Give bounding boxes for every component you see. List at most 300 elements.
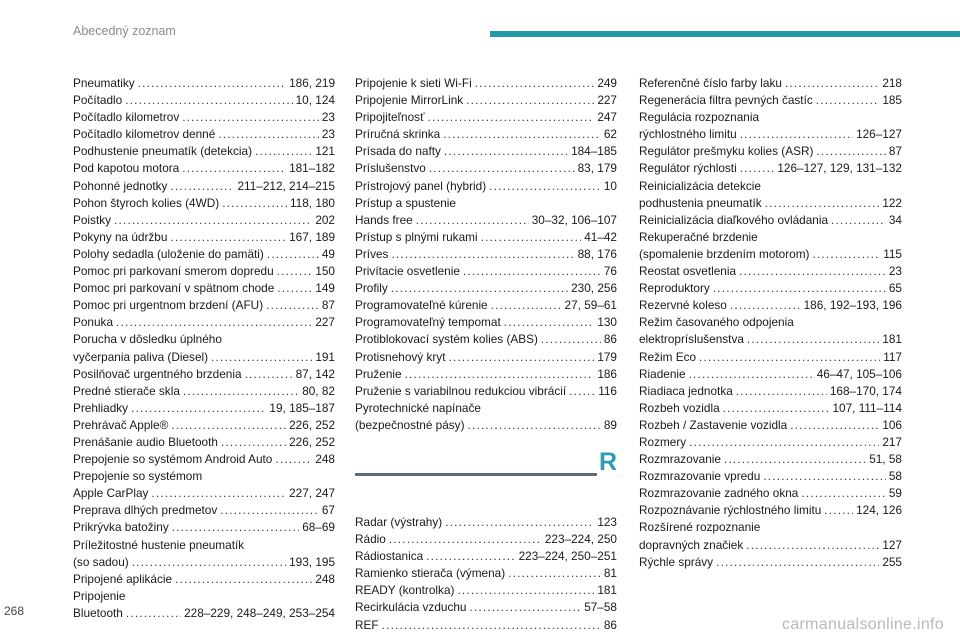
index-entry-row	[73, 143, 335, 160]
index-entry-name: Reinicializácia diaľkového ovládania	[639, 212, 829, 227]
index-entry-name: Pruženie	[355, 366, 402, 381]
dot-leader	[504, 314, 595, 331]
index-entry-pages: 167, 189	[289, 229, 335, 244]
dot-leader	[491, 297, 562, 314]
index-entry	[639, 349, 902, 366]
index-entry	[639, 212, 902, 229]
index-entry-name: podhustenia pneumatík	[639, 195, 762, 210]
index-entry-name: Pripojené aplikácie	[73, 571, 173, 586]
index-entry-name: Pohonné jednotky	[73, 178, 168, 193]
index-entry	[355, 75, 617, 92]
index-entry-name: Programovateľný tempomat	[355, 315, 501, 330]
index-entry-name: Pripojenie MirrorLink	[355, 93, 464, 108]
dot-leader	[266, 297, 319, 314]
dot-leader	[275, 451, 312, 468]
dot-leader	[221, 434, 286, 451]
index-entry-name: Prehrávač Apple®	[73, 417, 169, 432]
index-entry-row	[355, 92, 617, 109]
index-entry-name: Rýchle správy	[639, 554, 714, 569]
dot-leader	[391, 246, 574, 263]
index-entry-pages: 186, 192–193, 196	[803, 298, 902, 313]
index-entry-pages: 87	[321, 298, 335, 313]
index-entry-row	[355, 565, 617, 582]
index-entry	[73, 366, 335, 383]
index-entry	[355, 366, 617, 383]
dot-leader	[429, 160, 575, 177]
index-entry	[639, 160, 902, 177]
dot-leader	[125, 92, 292, 109]
index-entry-pages: 223–224, 250	[544, 532, 617, 547]
index-entry-pages: 23	[321, 127, 335, 142]
index-entry-pages: 49	[321, 246, 335, 261]
index-entry-name: Preprava dlhých predmetov	[73, 503, 218, 518]
index-entry-row	[355, 314, 617, 331]
index-entry-name: Posilňovač urgentného brzdenia	[73, 366, 242, 381]
index-entry-pages: 228–229, 248–249, 253–254	[184, 605, 335, 620]
index-entry	[639, 519, 902, 553]
index-entry	[639, 434, 902, 451]
index-entry-pages: 41–42	[584, 229, 617, 244]
index-entry	[73, 314, 335, 331]
dot-leader	[132, 554, 286, 571]
index-entry-pages: 67	[321, 503, 335, 518]
index-entry-row	[73, 126, 335, 143]
index-entry	[73, 195, 335, 212]
index-entry-name: Pripojenie k sieti Wi-Fi	[355, 76, 472, 90]
dot-leader	[183, 383, 299, 400]
index-entry-name: Prenášanie audio Bluetooth	[73, 434, 218, 449]
index-entry-name: Radar (výstrahy)	[355, 514, 443, 529]
index-entry-pages: 89	[603, 417, 617, 432]
index-entry-pages: 83, 179	[577, 161, 617, 176]
index-entry	[73, 178, 335, 195]
dot-leader	[267, 246, 319, 263]
index-entry-row	[73, 314, 335, 331]
index-entry-row	[73, 109, 335, 126]
index-entry-heading: Príležitostné hustenie pneumatík	[73, 537, 245, 552]
index-entry	[73, 126, 335, 143]
index-entry-pages: 118, 180	[289, 195, 335, 210]
index-entry-name: Príslušenstvo	[355, 161, 426, 176]
dot-leader	[569, 383, 595, 400]
index-entry-row	[355, 246, 617, 263]
index-entry-pages: 123	[597, 514, 617, 529]
index-entry-name: rýchlostného limitu	[639, 127, 737, 142]
index-entry-row	[355, 331, 617, 348]
index-entry-pages: 227, 247	[289, 486, 335, 501]
index-entry	[355, 178, 617, 195]
index-entry-row	[73, 502, 335, 519]
index-entry	[639, 502, 902, 519]
dot-leader	[114, 212, 312, 229]
index-entry-row	[73, 92, 335, 109]
index-entry	[355, 617, 617, 634]
index-entry-row	[639, 280, 902, 297]
index-entry-pages: 127	[882, 537, 902, 552]
index-entry-heading: Pyrotechnické napínače	[355, 400, 481, 415]
index-entry-pages: 226, 252	[289, 434, 335, 449]
dot-leader	[831, 212, 886, 229]
index-entry-name: Riadiaca jednotka	[639, 383, 733, 398]
index-column-3	[639, 75, 902, 571]
index-entry	[355, 229, 617, 246]
index-entry-row	[355, 263, 617, 280]
index-entry-name: Rozmrazovanie zadného okna	[639, 486, 799, 501]
index-entry-row	[73, 349, 335, 366]
index-entry	[355, 280, 617, 297]
dot-leader	[463, 263, 601, 280]
index-entry-name: Pneumatiky	[73, 76, 135, 90]
dot-leader	[218, 126, 319, 143]
index-entry-name: Regulátor rýchlosti	[639, 161, 737, 176]
index-entry-pages: 86	[603, 332, 617, 347]
index-entry-row	[73, 451, 335, 468]
index-entry-name: Poistky	[73, 212, 112, 227]
index-entry-name: Príručná skrinka	[355, 127, 441, 142]
index-entry-name: Bluetooth	[73, 605, 123, 620]
index-entry-pages: 121	[315, 144, 335, 159]
index-entry-pages: 57–58	[584, 600, 617, 615]
index-entry	[73, 400, 335, 417]
index-entry-pages: 23	[888, 264, 902, 279]
dot-leader	[428, 109, 595, 126]
dot-leader	[382, 617, 601, 634]
dot-leader	[541, 331, 601, 348]
index-entry-row	[639, 383, 902, 400]
index-entry-name: Prikrývka batožiny	[73, 520, 169, 535]
dot-leader	[426, 548, 515, 565]
dot-leader	[170, 229, 286, 246]
dot-leader	[448, 349, 594, 366]
index-entry-row	[639, 366, 902, 383]
dot-leader	[277, 263, 313, 280]
index-entry-row	[639, 434, 902, 451]
index-entry-heading: Rozšírené rozpoznanie	[639, 520, 761, 535]
index-entry	[73, 451, 335, 468]
dot-leader	[445, 514, 594, 531]
dot-leader	[801, 485, 886, 502]
index-entry-name: Rádiostanica	[355, 549, 424, 564]
index-list-p	[355, 75, 617, 434]
index-entry-name: Režim Eco	[639, 349, 697, 364]
index-entry-pages: 249	[597, 76, 617, 90]
index-entry-pages: 87	[888, 144, 902, 159]
index-entry	[73, 331, 335, 365]
index-entry-pages: 230, 256	[571, 281, 617, 296]
index-entry-row	[73, 229, 335, 246]
index-entry-name: Počítadlo kilometrov denné	[73, 127, 216, 142]
index-entry-row	[73, 280, 335, 297]
index-entry-row	[355, 143, 617, 160]
index-entry-row	[639, 417, 902, 434]
index-entry-pages: 122	[882, 195, 902, 210]
index-entry-row	[73, 400, 335, 417]
index-entry-row	[355, 582, 617, 599]
index-entry-pages: 248	[315, 571, 335, 586]
index-entry-row	[639, 349, 902, 366]
dot-leader	[812, 246, 880, 263]
index-entry	[73, 109, 335, 126]
index-entry-pages: 19, 185–187	[269, 400, 335, 415]
dot-leader	[211, 349, 312, 366]
index-entry-pages: 23	[321, 110, 335, 125]
dot-leader	[824, 502, 853, 519]
index-entry-pages: 255	[882, 554, 902, 569]
index-entry-row	[639, 246, 902, 263]
index-entry	[639, 314, 902, 348]
index-entry-name: elektropríslušenstva	[639, 332, 744, 347]
dot-leader	[489, 178, 601, 195]
index-entry	[639, 280, 902, 297]
index-entry	[639, 468, 902, 485]
index-entry-row	[639, 537, 902, 554]
index-entry	[355, 599, 617, 616]
index-entry	[73, 417, 335, 434]
index-entry-row	[73, 605, 335, 622]
index-entry-name: Pripojiteľnosť	[355, 110, 425, 125]
index-entry	[639, 417, 902, 434]
dot-leader	[391, 280, 568, 297]
index-entry	[73, 143, 335, 160]
index-entry-heading: Prístup a spustenie	[355, 195, 456, 210]
dot-leader	[245, 366, 293, 383]
index-entry-pages: 191	[315, 349, 335, 364]
index-entry-pages: 126–127	[856, 127, 902, 142]
index-entry-pages: 59	[888, 486, 902, 501]
index-entry-pages: 87, 142	[295, 366, 335, 381]
index-entry-name: Rozpoznávanie rýchlostného limitu	[639, 503, 822, 518]
index-entry-name: Prepojenie so systémom Android Auto	[73, 452, 273, 467]
dot-leader	[182, 160, 286, 177]
index-entry-pages: 30–32, 106–107	[531, 212, 617, 227]
index-entry-row	[355, 212, 617, 229]
index-entry-pages: 186	[597, 366, 617, 381]
index-entry-row	[355, 109, 617, 126]
index-entry	[73, 434, 335, 451]
index-entry-row	[73, 178, 335, 195]
index-entry-name: Profily	[355, 281, 388, 296]
index-entry-row	[355, 126, 617, 143]
dot-leader	[469, 599, 581, 616]
index-entry-pages: 185	[882, 93, 902, 108]
index-entry	[355, 400, 617, 434]
index-entry-pages: 10, 124	[295, 93, 335, 108]
index-entry-heading: Pripojenie	[73, 588, 126, 603]
dot-leader	[740, 160, 775, 177]
index-entry-row	[73, 195, 335, 212]
index-entry-row	[73, 485, 335, 502]
index-entry-row	[355, 178, 617, 195]
index-entry-name: Počítadlo	[73, 93, 123, 108]
index-entry-name: Pomoc pri parkovaní smerom dopredu	[73, 264, 274, 279]
index-entry-row	[355, 599, 617, 616]
dot-leader	[730, 297, 801, 314]
index-entry-name: REF	[355, 617, 379, 632]
index-entry	[639, 229, 902, 263]
index-entry-name: Rozbeh vozidla	[639, 400, 720, 415]
index-entry-row	[639, 297, 902, 314]
index-entry	[355, 195, 617, 229]
index-entry	[355, 349, 617, 366]
index-entry	[639, 263, 902, 280]
index-entry-pages: 88, 176	[577, 246, 617, 261]
index-entry-pages: 62	[603, 127, 617, 142]
dot-leader	[747, 331, 879, 348]
index-entry-name: Príves	[355, 246, 389, 261]
index-entry-name: Protiblokovací systém kolies (ABS)	[355, 332, 538, 347]
index-entry-row	[355, 617, 617, 634]
index-entry	[355, 331, 617, 348]
index-entry-name: Programovateľné kúrenie	[355, 298, 488, 313]
index-entry-name: Regulátor prešmyku kolies (ASR)	[639, 144, 814, 159]
index-entry-row	[355, 280, 617, 297]
dot-leader	[723, 400, 830, 417]
index-entry-row	[355, 349, 617, 366]
index-entry-row	[73, 434, 335, 451]
index-entry	[73, 383, 335, 400]
index-entry-pages: 217	[882, 434, 902, 449]
index-entry-name: Hands free	[355, 212, 413, 227]
index-entry	[73, 297, 335, 314]
index-entry-name: Reproduktory	[639, 281, 710, 296]
index-entry	[355, 548, 617, 565]
index-entry	[639, 109, 902, 143]
index-entry-name: Pod kapotou motora	[73, 161, 180, 176]
dot-leader	[220, 502, 319, 519]
index-entry-name: Recirkulácia vzduchu	[355, 600, 467, 615]
index-entry-name: Pomoc pri urgentnom brzdení (AFU)	[73, 298, 264, 313]
dot-leader	[277, 280, 312, 297]
index-entry-row	[355, 548, 617, 565]
index-entry-pages: 116	[598, 383, 617, 398]
index-entry-name: Privítacie osvetlenie	[355, 264, 460, 279]
index-entry-pages: 168–170, 174	[829, 383, 902, 398]
index-entry	[73, 246, 335, 263]
index-entry-row	[639, 195, 902, 212]
index-entry-row	[639, 92, 902, 109]
index-entry-pages: 34	[888, 212, 902, 227]
index-entry-name: Predné stierače skla	[73, 383, 180, 398]
index-entry	[73, 160, 335, 177]
index-entry-name: Polohy sedadla (uloženie do pamäti)	[73, 246, 264, 261]
index-entry-row	[639, 263, 902, 280]
dot-leader	[172, 519, 299, 536]
index-entry	[73, 502, 335, 519]
index-entry-name: Prístrojový panel (hybrid)	[355, 178, 487, 193]
index-entry-name: Pruženie s variabilnou redukciou vibrácií	[355, 383, 567, 398]
dot-leader	[444, 143, 568, 160]
index-entry-pages: 227	[597, 93, 617, 108]
index-entry-row	[73, 75, 335, 92]
dot-leader	[816, 92, 880, 109]
dot-leader	[116, 314, 312, 331]
index-entry	[355, 531, 617, 548]
index-entry	[639, 485, 902, 502]
index-entry-pages: 107, 111–114	[832, 400, 902, 415]
dot-leader	[389, 531, 542, 548]
index-entry	[73, 75, 335, 92]
index-entry-pages: 51, 58	[869, 452, 902, 467]
index-entry-pages: 248	[315, 452, 335, 467]
dot-leader	[481, 229, 582, 246]
index-entry	[73, 519, 335, 536]
index-entry-row	[355, 531, 617, 548]
index-entry	[639, 366, 902, 383]
index-entry-name: Riadenie	[639, 366, 686, 381]
index-entry-row	[355, 366, 617, 383]
watermark: carmanualsonline.info	[782, 616, 944, 633]
index-entry-pages: 86	[603, 617, 617, 632]
dot-leader	[785, 75, 879, 92]
index-entry-name: Pomoc pri parkovaní v spätnom chode	[73, 281, 275, 296]
dot-leader	[689, 366, 814, 383]
index-entry-pages: 181	[597, 583, 617, 598]
index-entry-row	[639, 212, 902, 229]
index-entry-row	[355, 514, 617, 531]
index-entry-name: Počítadlo kilometrov	[73, 110, 180, 125]
dot-leader	[739, 263, 886, 280]
section-letter: R	[598, 447, 617, 476]
index-column-1	[73, 75, 335, 622]
index-entry-name: vyčerpania paliva (Diesel)	[73, 349, 209, 364]
index-entry	[639, 92, 902, 109]
index-entry	[73, 263, 335, 280]
dot-leader	[746, 537, 879, 554]
index-entry	[639, 75, 902, 92]
dot-leader	[713, 280, 886, 297]
index-entry	[73, 229, 335, 246]
index-entry-name: Rozmrazovanie	[639, 452, 721, 467]
header-accent-bar	[490, 31, 960, 37]
index-entry-name: Reostat osvetlenia	[639, 264, 737, 279]
index-entry-row	[355, 75, 617, 92]
dot-leader	[475, 75, 595, 92]
dot-leader	[255, 143, 312, 160]
index-entry-name: Prístup s plnými rukami	[355, 229, 478, 244]
index-entry-name: (spomalenie brzdením motorom)	[639, 246, 810, 261]
index-entry	[355, 109, 617, 126]
index-entry-pages: 27, 59–61	[564, 298, 617, 313]
index-entry-pages: 223–224, 250–251	[518, 549, 617, 564]
index-entry	[639, 297, 902, 314]
index-entry-pages: 179	[597, 349, 617, 364]
index-entry-heading: Režim časovaného odpojenia	[639, 315, 794, 330]
index-entry	[355, 126, 617, 143]
index-entry-row	[73, 383, 335, 400]
index-entry-row	[639, 468, 902, 485]
index-entry-pages: 150	[315, 264, 335, 279]
index-entry	[73, 92, 335, 109]
index-entry-row	[73, 263, 335, 280]
index-entry	[73, 588, 335, 622]
index-entry	[639, 143, 902, 160]
index-entry-pages: 226, 252	[289, 417, 335, 432]
index-entry-row	[73, 212, 335, 229]
index-entry-name: Referenčné číslo farby laku	[639, 76, 782, 90]
index-entry-pages: 124, 126	[856, 503, 902, 518]
index-entry-row	[73, 297, 335, 314]
index-entry	[355, 92, 617, 109]
index-entry-pages: 181	[882, 332, 902, 347]
index-entry-pages: 181–182	[289, 161, 335, 176]
index-entry-pages: 149	[315, 281, 335, 296]
index-entry	[639, 554, 902, 571]
dot-leader	[131, 400, 266, 417]
index-entry-row	[73, 246, 335, 263]
index-entry-name: dopravných značiek	[639, 537, 744, 552]
header-title: Abecedný zoznam	[73, 24, 176, 38]
index-entry-heading: Reinicializácia detekcie	[639, 178, 761, 193]
